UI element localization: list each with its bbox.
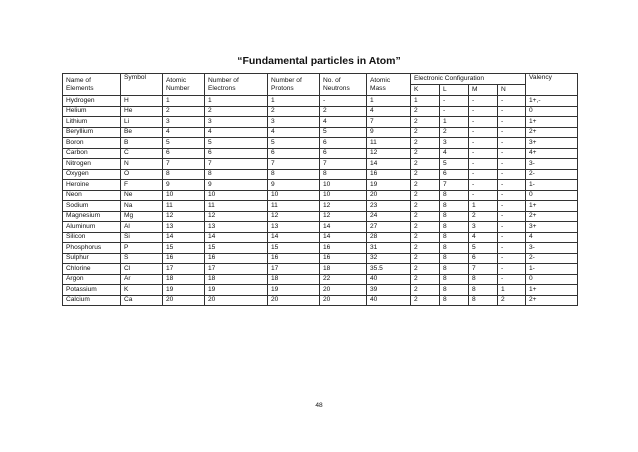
cell-shell-k: 2 [411,201,440,212]
cell-shell-n: - [498,274,526,285]
table-row [63,253,578,264]
cell-shell-m: 1 [469,201,498,212]
cell-protons: 6 [268,148,320,159]
cell-protons: 5 [268,138,320,149]
header-shell-l: L [440,85,469,96]
cell-atomic-mass: 40 [367,295,411,306]
cell-atomic-mass: 9 [367,127,411,138]
cell-neutrons: 12 [320,211,367,222]
cell-atomic-number: 18 [163,274,205,285]
cell-atomic-number: 9 [163,180,205,191]
cell-atomic-mass: 39 [367,285,411,296]
cell-shell-k: 2 [411,295,440,306]
table-row [63,274,578,285]
table-body [63,96,578,306]
cell-protons: 19 [268,285,320,296]
cell-shell-n: 2 [498,295,526,306]
cell-neutrons: 16 [320,253,367,264]
table-header [63,74,578,96]
cell-protons: 7 [268,159,320,170]
cell-valency: 1+ [526,285,578,296]
cell-element-name: Helium [63,106,121,117]
cell-electrons: 13 [205,222,268,233]
cell-symbol: C [121,148,163,159]
cell-valency: 1+ [526,117,578,128]
cell-atomic-number: 3 [163,117,205,128]
cell-neutrons: 10 [320,180,367,191]
cell-protons: 18 [268,274,320,285]
cell-atomic-mass: 32 [367,253,411,264]
cell-shell-m: 5 [469,243,498,254]
cell-atomic-number: 10 [163,190,205,201]
cell-valency: 0 [526,274,578,285]
cell-shell-k: 2 [411,106,440,117]
cell-shell-n: 1 [498,285,526,296]
cell-valency: 1+,- [526,96,578,107]
cell-electrons: 15 [205,243,268,254]
cell-shell-k: 2 [411,211,440,222]
table-row [63,190,578,201]
cell-shell-m: - [469,190,498,201]
cell-shell-k: 2 [411,243,440,254]
cell-shell-n: - [498,169,526,180]
cell-electrons: 7 [205,159,268,170]
cell-shell-m: 3 [469,222,498,233]
cell-shell-l: 5 [440,159,469,170]
cell-electrons: 8 [205,169,268,180]
cell-element-name: Aluminum [63,222,121,233]
cell-electrons: 19 [205,285,268,296]
cell-element-name: Argon [63,274,121,285]
cell-electrons: 1 [205,96,268,107]
cell-shell-m: - [469,148,498,159]
cell-shell-l: 2 [440,127,469,138]
cell-electrons: 11 [205,201,268,212]
cell-shell-l: 8 [440,274,469,285]
cell-neutrons: 4 [320,117,367,128]
cell-shell-l: 8 [440,264,469,275]
cell-shell-n: - [498,232,526,243]
header-shell-n: N [498,85,526,96]
cell-shell-l: 8 [440,222,469,233]
header-shell-m: M [469,85,498,96]
cell-electrons: 6 [205,148,268,159]
cell-atomic-mass: 7 [367,117,411,128]
cell-shell-m: - [469,180,498,191]
cell-symbol: Ca [121,295,163,306]
cell-valency: 1- [526,264,578,275]
cell-protons: 9 [268,180,320,191]
cell-neutrons: 20 [320,295,367,306]
cell-shell-l: 8 [440,253,469,264]
page-number: 48 [315,402,323,409]
cell-shell-k: 2 [411,148,440,159]
cell-valency: 4+ [526,148,578,159]
cell-symbol: P [121,243,163,254]
cell-atomic-number: 2 [163,106,205,117]
cell-protons: 3 [268,117,320,128]
cell-shell-k: 2 [411,222,440,233]
cell-valency: 1+ [526,201,578,212]
cell-shell-n: - [498,190,526,201]
table-row [63,106,578,117]
cell-shell-m: - [469,127,498,138]
cell-symbol: Ne [121,190,163,201]
header-name: Name of Elements [63,74,121,96]
cell-shell-n: - [498,264,526,275]
cell-shell-l: 8 [440,211,469,222]
table-row [63,148,578,159]
cell-atomic-number: 5 [163,138,205,149]
cell-symbol: O [121,169,163,180]
cell-shell-l: 7 [440,180,469,191]
cell-shell-m: - [469,138,498,149]
cell-protons: 20 [268,295,320,306]
cell-atomic-mass: 28 [367,232,411,243]
cell-shell-l: 4 [440,148,469,159]
cell-symbol: N [121,159,163,170]
cell-shell-m: - [469,159,498,170]
table-row [63,285,578,296]
cell-shell-k: 2 [411,180,440,191]
cell-neutrons: 12 [320,201,367,212]
cell-atomic-number: 8 [163,169,205,180]
header-protons: Number of Protons [268,74,320,96]
cell-valency: 2- [526,169,578,180]
cell-element-name: Neon [63,190,121,201]
cell-atomic-number: 12 [163,211,205,222]
table-row [63,117,578,128]
header-symbol: Symbol [121,74,163,96]
cell-shell-m: 6 [469,253,498,264]
cell-valency: 3- [526,159,578,170]
cell-shell-k: 2 [411,264,440,275]
cell-shell-n: - [498,211,526,222]
cell-element-name: Phosphorus [63,243,121,254]
header-atomic-number: Atomic Number [163,74,205,96]
page-title: “Fundamental particles in Atom” [237,55,401,67]
cell-atomic-number: 15 [163,243,205,254]
cell-shell-n: - [498,243,526,254]
header-electrons: Number of Electrons [205,74,268,96]
cell-shell-n: - [498,201,526,212]
cell-symbol: He [121,106,163,117]
cell-element-name: Calcium [63,295,121,306]
cell-neutrons: 6 [320,138,367,149]
cell-shell-k: 2 [411,169,440,180]
cell-neutrons: 5 [320,127,367,138]
cell-element-name: Beryllium [63,127,121,138]
cell-valency: 2+ [526,211,578,222]
cell-symbol: Al [121,222,163,233]
cell-neutrons: 18 [320,264,367,275]
cell-element-name: Nitrogen [63,159,121,170]
cell-atomic-mass: 23 [367,201,411,212]
header-atomic-mass: Atomic Mass [367,74,411,96]
cell-valency: 4 [526,232,578,243]
cell-atomic-mass: 40 [367,274,411,285]
cell-shell-l: 8 [440,190,469,201]
table-row [63,159,578,170]
cell-shell-n: - [498,106,526,117]
cell-protons: 10 [268,190,320,201]
cell-valency: 0 [526,190,578,201]
cell-atomic-mass: 24 [367,211,411,222]
cell-shell-l: 8 [440,232,469,243]
cell-electrons: 3 [205,117,268,128]
cell-electrons: 17 [205,264,268,275]
cell-valency: 2- [526,253,578,264]
cell-atomic-mass: 12 [367,148,411,159]
cell-protons: 17 [268,264,320,275]
cell-shell-n: - [498,253,526,264]
cell-shell-n: - [498,117,526,128]
cell-atomic-mass: 31 [367,243,411,254]
cell-shell-m: 2 [469,211,498,222]
cell-shell-n: - [498,222,526,233]
cell-shell-l: - [440,106,469,117]
cell-valency: 3+ [526,222,578,233]
cell-shell-l: - [440,96,469,107]
cell-element-name: Sodium [63,201,121,212]
cell-atomic-mass: 20 [367,190,411,201]
cell-atomic-number: 20 [163,295,205,306]
cell-symbol: Be [121,127,163,138]
cell-protons: 11 [268,201,320,212]
cell-valency: 3- [526,243,578,254]
cell-atomic-mass: 14 [367,159,411,170]
cell-atomic-number: 16 [163,253,205,264]
cell-element-name: Magnesium [63,211,121,222]
cell-shell-l: 6 [440,169,469,180]
cell-neutrons: 14 [320,222,367,233]
cell-neutrons: - [320,96,367,107]
cell-neutrons: 10 [320,190,367,201]
cell-shell-m: 8 [469,274,498,285]
cell-protons: 4 [268,127,320,138]
cell-atomic-number: 14 [163,232,205,243]
table-row [63,169,578,180]
cell-element-name: Hydrogen [63,96,121,107]
cell-shell-k: 2 [411,232,440,243]
cell-valency: 2+ [526,295,578,306]
cell-element-name: Heroine [63,180,121,191]
cell-electrons: 4 [205,127,268,138]
cell-protons: 14 [268,232,320,243]
cell-neutrons: 2 [320,106,367,117]
table-row [63,222,578,233]
cell-shell-n: - [498,96,526,107]
cell-shell-n: - [498,159,526,170]
cell-atomic-mass: 35.5 [367,264,411,275]
table-row [63,232,578,243]
cell-shell-k: 2 [411,253,440,264]
cell-electrons: 16 [205,253,268,264]
cell-atomic-number: 7 [163,159,205,170]
cell-atomic-number: 11 [163,201,205,212]
cell-symbol: Mg [121,211,163,222]
cell-neutrons: 8 [320,169,367,180]
cell-neutrons: 6 [320,148,367,159]
cell-neutrons: 7 [320,159,367,170]
cell-electrons: 9 [205,180,268,191]
cell-symbol: H [121,96,163,107]
cell-shell-k: 2 [411,138,440,149]
cell-shell-m: - [469,169,498,180]
elements-table [62,73,578,306]
cell-shell-l: 1 [440,117,469,128]
cell-shell-k: 2 [411,190,440,201]
cell-symbol: Li [121,117,163,128]
cell-shell-l: 8 [440,243,469,254]
cell-neutrons: 14 [320,232,367,243]
cell-element-name: Lithium [63,117,121,128]
cell-atomic-mass: 16 [367,169,411,180]
cell-electrons: 14 [205,232,268,243]
table-row [63,127,578,138]
cell-electrons: 5 [205,138,268,149]
cell-element-name: Sulphur [63,253,121,264]
cell-shell-m: 8 [469,295,498,306]
table-row [63,201,578,212]
cell-electrons: 10 [205,190,268,201]
cell-symbol: Na [121,201,163,212]
cell-atomic-number: 4 [163,127,205,138]
cell-symbol: Si [121,232,163,243]
cell-shell-l: 8 [440,295,469,306]
cell-protons: 15 [268,243,320,254]
header-shell-k: K [411,85,440,96]
cell-electrons: 12 [205,211,268,222]
table-row [63,264,578,275]
table-row [63,96,578,107]
table-row [63,180,578,191]
header-electronic-configuration: Electronic Configuration [411,74,526,85]
cell-atomic-mass: 11 [367,138,411,149]
cell-element-name: Silicon [63,232,121,243]
cell-symbol: S [121,253,163,264]
cell-shell-m: - [469,106,498,117]
cell-protons: 16 [268,253,320,264]
cell-neutrons: 20 [320,285,367,296]
cell-element-name: Oxygen [63,169,121,180]
cell-electrons: 20 [205,295,268,306]
cell-element-name: Boron [63,138,121,149]
cell-shell-k: 2 [411,159,440,170]
cell-atomic-number: 6 [163,148,205,159]
cell-atomic-mass: 19 [367,180,411,191]
cell-neutrons: 16 [320,243,367,254]
table-row [63,243,578,254]
cell-shell-m: 8 [469,285,498,296]
cell-shell-m: - [469,96,498,107]
cell-shell-l: 8 [440,285,469,296]
cell-shell-m: - [469,117,498,128]
cell-protons: 13 [268,222,320,233]
cell-shell-k: 2 [411,285,440,296]
cell-atomic-number: 17 [163,264,205,275]
cell-symbol: K [121,285,163,296]
cell-element-name: Potassium [63,285,121,296]
table-row [63,295,578,306]
cell-shell-n: - [498,180,526,191]
cell-shell-k: 1 [411,96,440,107]
cell-element-name: Chlorine [63,264,121,275]
cell-atomic-number: 19 [163,285,205,296]
cell-shell-n: - [498,148,526,159]
cell-shell-n: - [498,138,526,149]
table-row [63,138,578,149]
cell-neutrons: 22 [320,274,367,285]
cell-shell-m: 7 [469,264,498,275]
cell-shell-n: - [498,127,526,138]
cell-protons: 2 [268,106,320,117]
cell-atomic-number: 13 [163,222,205,233]
cell-shell-l: 8 [440,201,469,212]
cell-valency: 2+ [526,127,578,138]
cell-symbol: B [121,138,163,149]
cell-atomic-mass: 27 [367,222,411,233]
cell-shell-m: 4 [469,232,498,243]
cell-symbol: Ar [121,274,163,285]
cell-element-name: Carbon [63,148,121,159]
header-valency: Valency [526,74,578,96]
cell-protons: 1 [268,96,320,107]
cell-atomic-mass: 1 [367,96,411,107]
header-neutrons: No. of Neutrons [320,74,367,96]
cell-shell-k: 2 [411,127,440,138]
cell-protons: 12 [268,211,320,222]
cell-symbol: F [121,180,163,191]
cell-valency: 0 [526,106,578,117]
cell-valency: 1- [526,180,578,191]
cell-symbol: Cl [121,264,163,275]
cell-electrons: 2 [205,106,268,117]
table-row [63,211,578,222]
cell-shell-k: 2 [411,117,440,128]
cell-atomic-mass: 4 [367,106,411,117]
cell-shell-k: 2 [411,274,440,285]
cell-protons: 8 [268,169,320,180]
cell-atomic-number: 1 [163,96,205,107]
cell-valency: 3+ [526,138,578,149]
cell-shell-l: 3 [440,138,469,149]
cell-electrons: 18 [205,274,268,285]
